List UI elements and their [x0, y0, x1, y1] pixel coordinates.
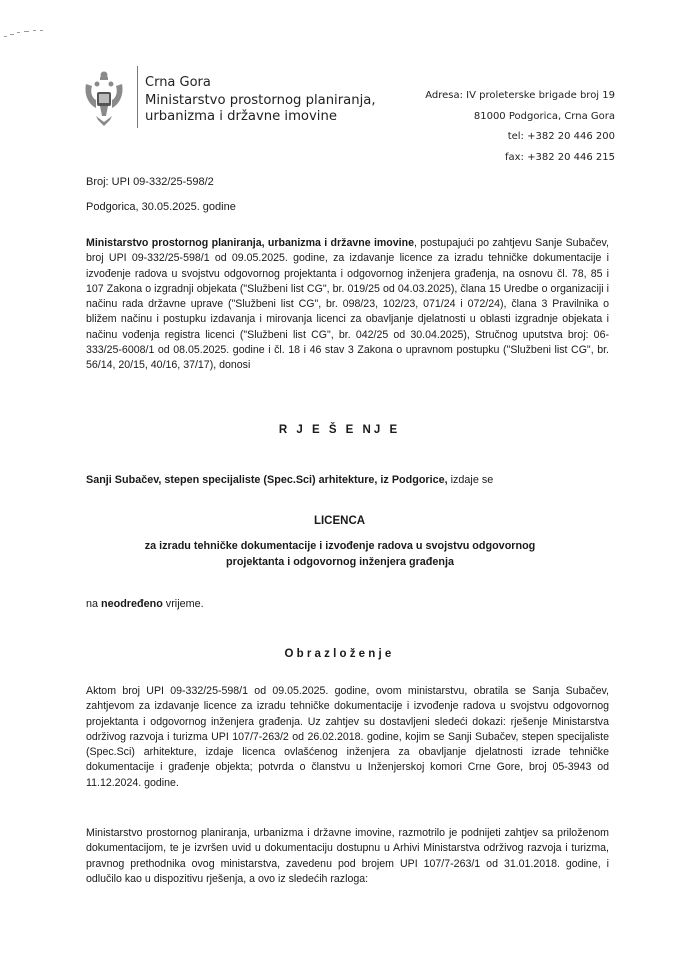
ministry-name-line1: Ministarstvo prostornog planiranja, [145, 93, 376, 108]
grantee-name: Sanji Subačev, stepen specijaliste (Spec.Sci) arhitekture, iz Podgorice, [86, 474, 448, 486]
reasoning-heading: Obrazloženje [284, 648, 395, 660]
address-street: Adresa: IV proleterske brigade broj 19 [425, 90, 615, 101]
fax-number: fax: +382 20 446 215 [504, 151, 615, 163]
licence-title: LICENCA [313, 515, 366, 527]
reference-number: Broj: UPI 09-332/25-598/2 [86, 176, 214, 188]
intro-bold-lead: Ministarstvo prostornog planiranja, urbanizma i državne imovine [86, 237, 414, 249]
grantee-rest: izdaje se [447, 474, 494, 486]
header-divider [137, 66, 138, 128]
term-post: vrijeme. [162, 598, 204, 610]
intro-paragraph [86, 236, 609, 374]
coat-of-arms-icon [82, 70, 126, 126]
reasoning-paragraph-1: Aktom broj UPI 09-332/25-598/1 od 09.05.2025. godine, ovom ministarstvu, obratila se Sanja Subačev, zahtjevom za izdavanje licence za izradu tehničke dokumentacije i izvođenje radova u svojstvu odgovornog projektanta i odgovornog inženjera građenja. Uz zahtjev su dostavljeni sledeći dokazi: rješenje Ministarstva održivog razvoja i turizma UPI 107/7-263/2 od 26.02.2018. godine, kojim se Sanji Subačev, stepen specijaliste (Spec.Sci) arhitekture, izdaje licenca ovlašćenog inženjera za obavljanje djelatnosti izrade tehničke dokumentacije i građenje objekta; potvrda o članstvu u Inženjerskoj komori Crne Gore, broj 05-3943 od 11.12.2024. godine. [86, 685, 609, 789]
reasoning-paragraph-2: Ministarstvo prostornog planiranja, urbanizma i državne imovine, razmotrilo je podnijeti zahtjev sa priloženom dokumentacijom, te je izvršen uvid u dokumentaciju dostupnu u Arhivi Ministarstva održivog razvoja i turizma, pravnog prethodnika ovog ministarstva, zavedenu pod brojem UPI 107/7-263/1 od 31.01.2018. godine, i odlučilo kao u dispozitivu rješenja, a ovo iz sledećih razloga: [86, 827, 609, 885]
address-city: 81000 Podgorica, Crna Gora [473, 110, 615, 122]
phone-number: tel: +382 20 446 200 [507, 131, 615, 142]
grantee-line [86, 474, 493, 486]
intro-text: , postupajući po zahtjevu Sanje Subačev, broj UPI 09-332/25-598/1 od 09.05.2025. godine, za izdavanje licence za izradu tehničke dokumentacije i izvođenje radova u svojstvu odgovornog projektanta i odgovornog inženjera građenja, na osnovu čl. 78, 85 i 107 Zakona o izgradnji objekata ("Službeni list CG", br. 019/25 od 04.03.2025), člana 15 Uredbe o organizaciji i načinu rada državne uprave ("Službeni list CG", br. 098/23, 102/23, 071/24 i 072/24), člana 3 Pravilnika o bližem načinu i postupku izdavanja i mirovanja licenci za obavljanje djelatnosti u oblasti izgradnje objekata i načinu vođenja registra licenci ("Službeni list CG", br. 042/25 od 30.04.2025), Stručnog uputstva broj: 06-333/25-6008/1 od 08.05.2025. godine i čl. 18 i 46 stav 3 Zakona o upravnom postupku ("Službeni list CG", br. 56/14, 20/15, 40/16, 37/17), donosi [86, 237, 609, 372]
ministry-name-line2: urbanizma i državne imovine [145, 109, 337, 124]
decision-heading: R J E Š E NJ E [278, 424, 401, 436]
term-bold: neodređeno [101, 598, 163, 610]
reference-block [86, 170, 236, 220]
licence-term [86, 598, 204, 610]
term-pre: na [86, 598, 102, 610]
contact-block [425, 86, 615, 168]
place-date: Podgorica, 30.05.2025. godine [86, 201, 236, 213]
country-name: Crna Gora [145, 75, 211, 90]
letterhead [145, 75, 376, 125]
scan-artifact [2, 26, 50, 40]
licence-subtitle: za izradu tehničke dokumentacije i izvođenje radova u svojstvu odgovornog projektanta i odgovornog inženjera građenja [144, 540, 536, 568]
